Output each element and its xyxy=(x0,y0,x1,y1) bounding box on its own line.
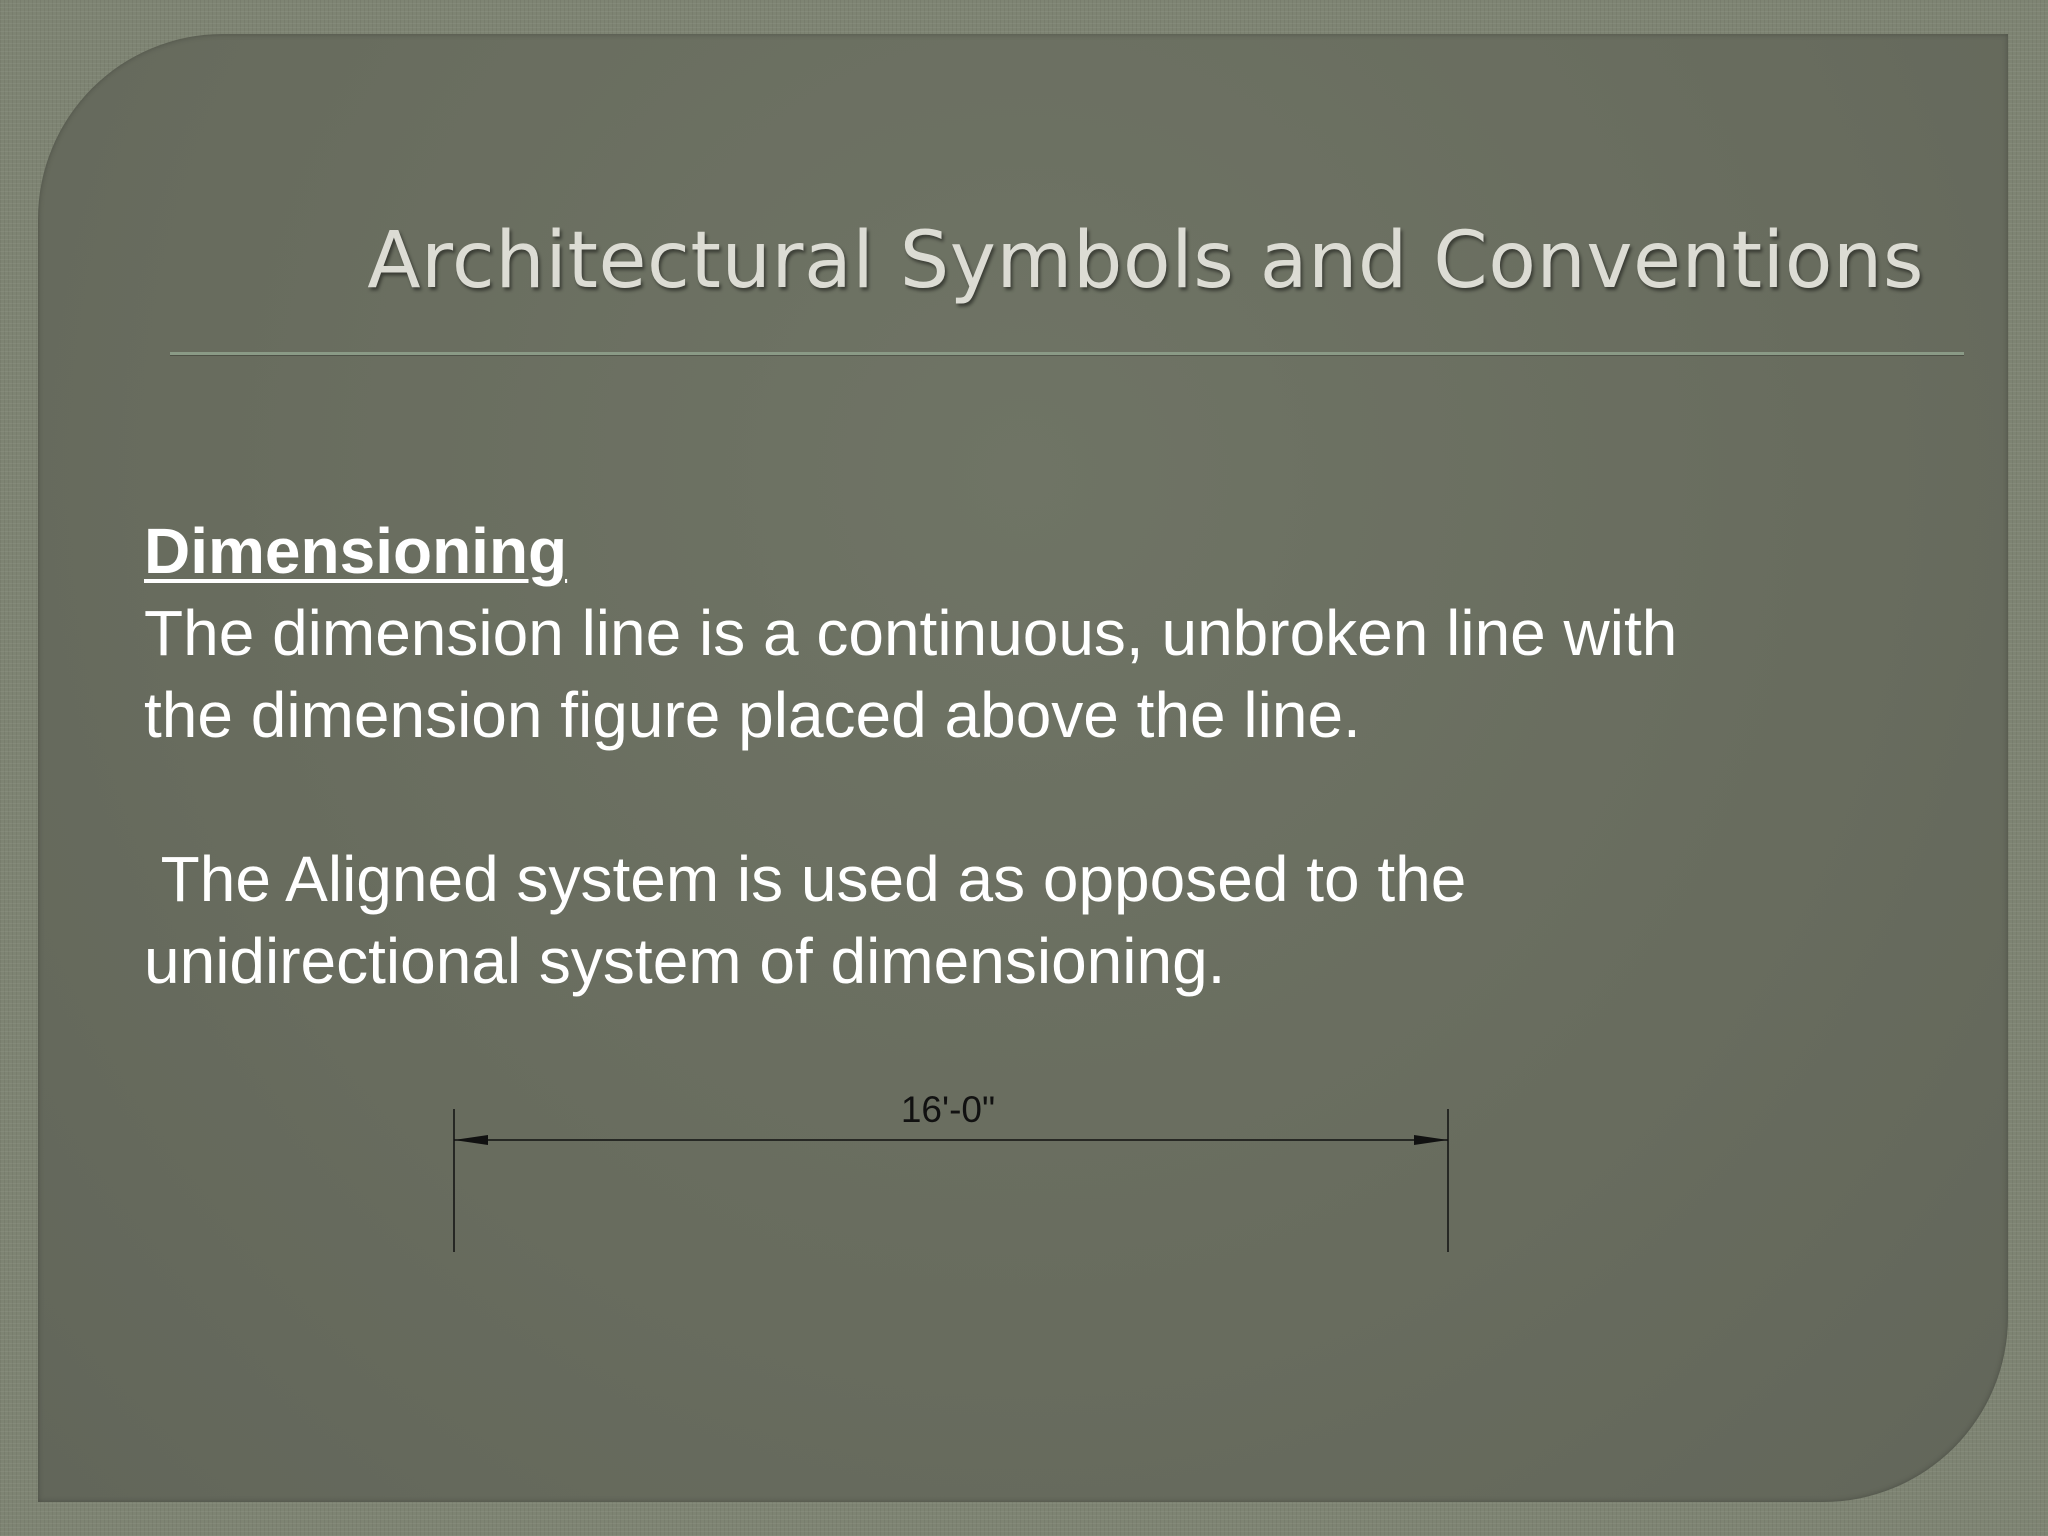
arrowhead-left xyxy=(454,1135,488,1145)
paragraph-spacer xyxy=(144,756,1994,838)
dimension-example xyxy=(448,1079,1458,1264)
paragraph-1-line-1: The dimension line is a continuous, unbroken line with xyxy=(144,597,1678,669)
title-divider xyxy=(170,352,1964,355)
paragraph-1-line-2: the dimension figure placed above the line. xyxy=(144,679,1361,751)
dimension-figure: 16'-0" xyxy=(900,1089,996,1130)
slide-body xyxy=(144,510,1994,1002)
slide-panel xyxy=(38,34,2008,1502)
paragraph-2-line-1: The Aligned system is used as opposed to the xyxy=(144,843,1467,915)
section-heading: Dimensioning xyxy=(144,515,568,587)
slide-title: Architectural Symbols and Conventions xyxy=(367,216,1924,306)
paragraph-2-line-2: unidirectional system of dimensioning. xyxy=(144,925,1226,997)
arrowhead-right xyxy=(1414,1135,1448,1145)
